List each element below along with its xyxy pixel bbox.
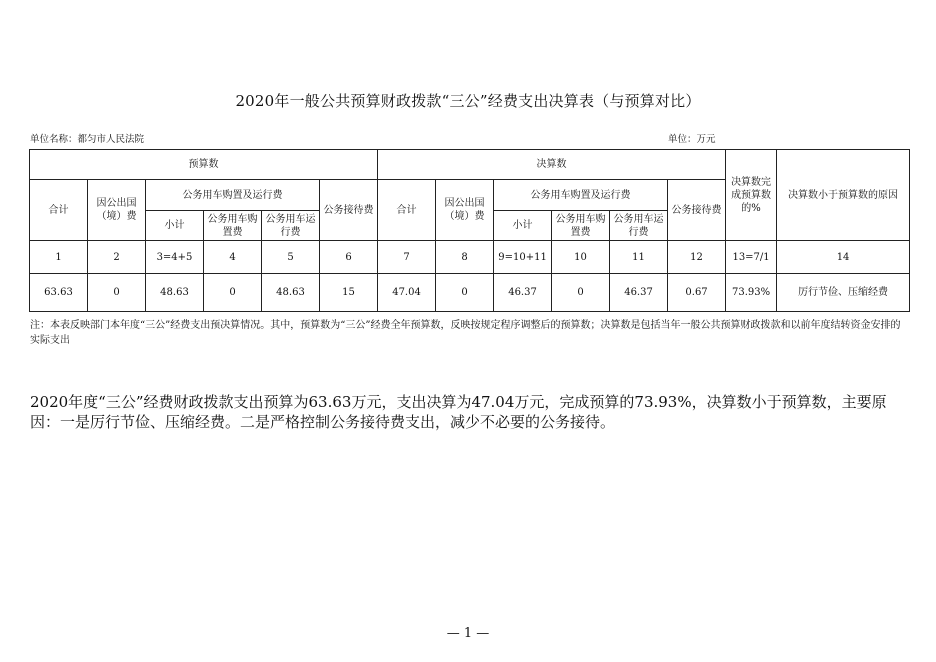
page-title: 2020年一般公共预算财政拨款“三公”经费支出决算表（与预算对比） — [235, 92, 701, 110]
final-vehicle-purchase-header: 公务用车购置费 — [552, 211, 610, 241]
final-abroad-value: 0 — [436, 274, 494, 312]
final-abroad-header: 因公出国（境）费 — [436, 180, 494, 241]
budget-subtotal-header: 小计 — [146, 211, 204, 241]
reason-value: 厉行节俭、压缩经费 — [777, 274, 910, 312]
table-cell: 13=7/1 — [726, 241, 777, 274]
budget-vehicle-operation-header: 公务用车运行费 — [262, 211, 320, 241]
table-cell: 2 — [88, 241, 146, 274]
budget-vehicle-group-header: 公务用车购置及运行费 — [146, 180, 320, 211]
budget-table — [29, 149, 910, 312]
budget-vehicle-purchase-header: 公务用车购置费 — [204, 211, 262, 241]
table-cell: 4 — [204, 241, 262, 274]
final-reception-value: 0.67 — [668, 274, 726, 312]
table-cell: 7 — [378, 241, 436, 274]
budget-total-value: 63.63 — [30, 274, 88, 312]
budget-reception-value: 15 — [320, 274, 378, 312]
final-group-header: 决算数 — [378, 150, 726, 180]
final-total-header: 合计 — [378, 180, 436, 241]
completion-rate-header: 决算数完成预算数的% — [726, 150, 777, 241]
summary-paragraph: 2020年度“三公”经费财政拨款支出预算为63.63万元，支出决算为47.04万元，完成预算的73.93%，决算数小于预算数，主要原因：一是厉行节俭、压缩经费。二是严格控制公务接待费支出，减少不必要的公务接待。 — [30, 393, 887, 431]
table-cell: 6 — [320, 241, 378, 274]
reason-header: 决算数小于预算数的原因 — [777, 150, 910, 241]
budget-vehicle-subtotal-value: 48.63 — [146, 274, 204, 312]
table-cell: 9=10+11 — [494, 241, 552, 274]
budget-reception-header: 公务接待费 — [320, 180, 378, 241]
budget-abroad-value: 0 — [88, 274, 146, 312]
final-vehicle-operation-value: 46.37 — [610, 274, 668, 312]
table-data-row — [30, 274, 910, 312]
table-cell: 3=4+5 — [146, 241, 204, 274]
table-cell: 8 — [436, 241, 494, 274]
completion-rate-value: 73.93% — [726, 274, 777, 312]
budget-total-header: 合计 — [30, 180, 88, 241]
unit-name: 单位名称：都匀市人民法院 — [30, 134, 145, 145]
table-cell: 14 — [777, 241, 910, 274]
table-cell: 5 — [262, 241, 320, 274]
page-number: — 1 — — [446, 626, 490, 641]
budget-vehicle-operation-value: 48.63 — [262, 274, 320, 312]
final-total-value: 47.04 — [378, 274, 436, 312]
table-cell: 11 — [610, 241, 668, 274]
table-cell: 10 — [552, 241, 610, 274]
table-index-row — [30, 241, 910, 274]
table-note: 注：本表反映部门本年度“三公”经费支出预决算情况。其中，预算数为“三公”经费全年预算数，反映按规定程序调整后的预算数；决算数是包括当年一般公共预算财政拨款和以前年度结转资金安排的实际支出 — [30, 320, 901, 346]
budget-group-header: 预算数 — [30, 150, 378, 180]
table-cell: 12 — [668, 241, 726, 274]
final-vehicle-purchase-value: 0 — [552, 274, 610, 312]
budget-abroad-header: 因公出国（境）费 — [88, 180, 146, 241]
final-subtotal-header: 小计 — [494, 211, 552, 241]
final-vehicle-subtotal-value: 46.37 — [494, 274, 552, 312]
budget-vehicle-purchase-value: 0 — [204, 274, 262, 312]
table-cell: 1 — [30, 241, 88, 274]
unit-label: 单位：万元 — [668, 134, 716, 145]
final-vehicle-operation-header: 公务用车运行费 — [610, 211, 668, 241]
final-reception-header: 公务接待费 — [668, 180, 726, 241]
final-vehicle-group-header: 公务用车购置及运行费 — [494, 180, 668, 211]
